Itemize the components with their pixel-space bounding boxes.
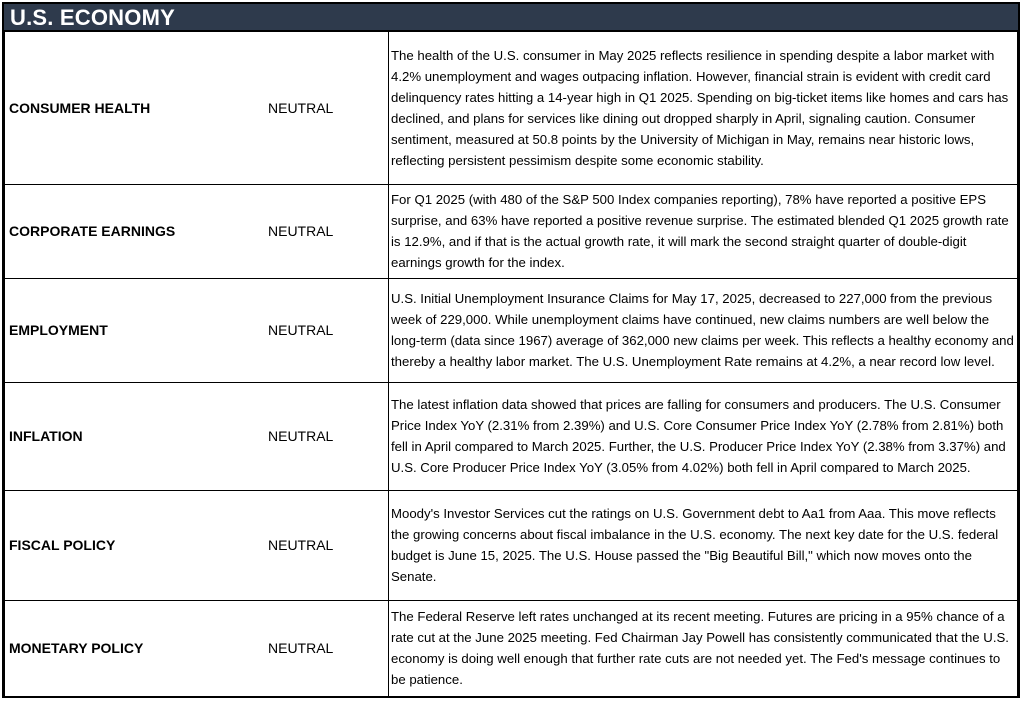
row-commentary: The latest inflation data showed that prices are falling for consumers and producers. The U.S. Consumer Price Index YoY (2.31% from 2.39%) and U.S. Core Consumer Price Index YoY (2.78% from 2.81%) both fell in April compared to March 2025. Further, the U.S. Producer Price Index YoY (2.38% from 3.37%) and U.S. Core Producer Price Index YoY (3.05% from 4.02%) both fell in April compared to March 2025. <box>389 382 1018 490</box>
table-row <box>5 32 1018 184</box>
row-rating: NEUTRAL <box>255 382 389 490</box>
row-label: MONETARY POLICY <box>5 600 256 696</box>
economy-table <box>4 32 1018 697</box>
row-rating: NEUTRAL <box>255 184 389 278</box>
row-label: EMPLOYMENT <box>5 278 256 382</box>
row-commentary: U.S. Initial Unemployment Insurance Claims for May 17, 2025, decreased to 227,000 from the previous week of 229,000. While unemployment claims have continued, new claims numbers are well below the long-term (data since 1967) average of 362,000 new claims per week. This reflects a healthy economy and thereby a healthy labor market. The U.S. Unemployment Rate remains at 4.2%, a near record low level. <box>389 278 1018 382</box>
row-commentary: For Q1 2025 (with 480 of the S&P 500 Index companies reporting), 78% have reported a positive EPS surprise, and 63% have reported a positive revenue surprise. The estimated blended Q1 2025 growth rate is 12.9%, and if that is the actual growth rate, it will mark the second straight quarter of double-digit earnings growth for the index. <box>389 184 1018 278</box>
table-row <box>5 490 1018 600</box>
row-label: FISCAL POLICY <box>5 490 256 600</box>
economy-panel <box>2 2 1020 698</box>
row-commentary: Moody's Investor Services cut the ratings on U.S. Government debt to Aa1 from Aaa. This move reflects the growing concerns about fiscal imbalance in the U.S. economy. The next key date for the U.S. federal budget is June 15, 2025. The U.S. House passed the "Big Beautiful Bill," which now moves onto the Senate. <box>389 490 1018 600</box>
row-label: CONSUMER HEALTH <box>5 32 256 184</box>
table-row <box>5 600 1018 696</box>
row-label: INFLATION <box>5 382 256 490</box>
row-commentary: The Federal Reserve left rates unchanged at its recent meeting. Futures are pricing in a 95% chance of a rate cut at the June 2025 meeting. Fed Chairman Jay Powell has consistently communicated that the U.S. economy is doing well enough that further rate cuts are not needed yet. The Fed's message continues to be patience. <box>389 600 1018 696</box>
table-row <box>5 278 1018 382</box>
table-row <box>5 184 1018 278</box>
table-row <box>5 382 1018 490</box>
row-rating: NEUTRAL <box>255 278 389 382</box>
panel-title: U.S. ECONOMY <box>4 4 1018 32</box>
row-rating: NEUTRAL <box>255 32 389 184</box>
row-rating: NEUTRAL <box>255 490 389 600</box>
row-commentary: The health of the U.S. consumer in May 2025 reflects resilience in spending despite a labor market with 4.2% unemployment and wages outpacing inflation. However, financial strain is evident with credit card delinquency rates hitting a 14-year high in Q1 2025. Spending on big-ticket items like homes and cars has declined, and plans for services like dining out dropped sharply in April, signaling caution. Consumer sentiment, measured at 50.8 points by the University of Michigan in May, remains near historic lows, reflecting persistent pessimism despite some economic stability. <box>389 32 1018 184</box>
row-label: CORPORATE EARNINGS <box>5 184 256 278</box>
row-rating: NEUTRAL <box>255 600 389 696</box>
